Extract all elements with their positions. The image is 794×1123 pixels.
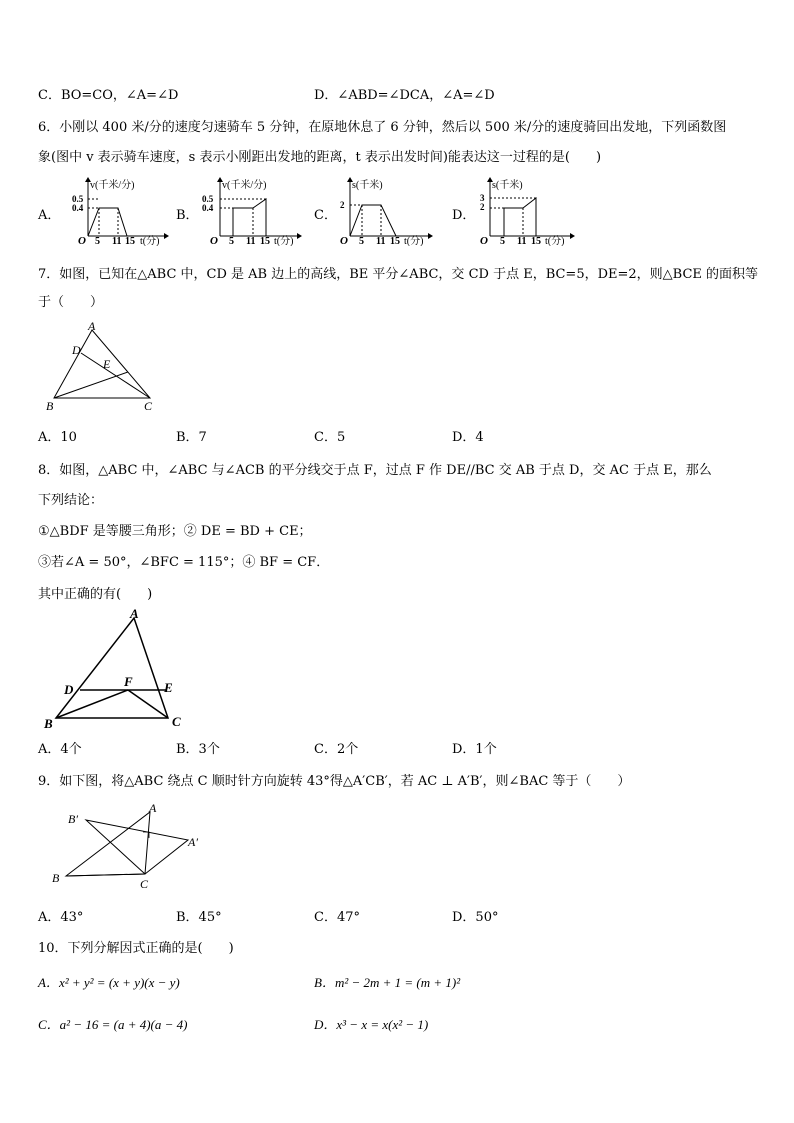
q6-graph-d (474, 176, 584, 246)
q7-point-a: A (88, 319, 96, 333)
svg-text:5: 5 (359, 236, 364, 246)
svg-text:2: 2 (340, 200, 345, 210)
q7-point-d: D (72, 343, 81, 357)
svg-text:v(千米/分): v(千米/分) (222, 180, 267, 191)
q9-stem-line1: 9．如下图，将△ABC 绕点 C 顺时针方向旋转 43°得△A′CB′，若 AC ⊥ A′B′，则∠BAC 等于（ ） (38, 774, 631, 789)
q7-option-a: A．10 (38, 430, 77, 445)
svg-text:t(分): t(分) (274, 236, 294, 246)
svg-text:15: 15 (260, 236, 270, 246)
q6-graph-c (336, 176, 441, 246)
q9-option-c: C．47° (314, 910, 360, 925)
q5-option-d: D．∠ABD=∠DCA，∠A=∠D (314, 88, 495, 103)
q9-point-b-prime: B′ (68, 812, 78, 826)
svg-text:5: 5 (95, 236, 100, 246)
q8-stem-line3: ①△BDF 是等腰三角形；② DE = BD + CE； (38, 524, 312, 539)
q6-stem-line2: 象(图中 v 表示骑车速度，s 表示小刚距出发地的距离，t 表示出发时间)能表达这一过程的是( ) (38, 150, 602, 165)
q10-option-a: A．x² + y² = (x + y)(x − y) (38, 975, 180, 990)
q9-option-b: B．45° (176, 910, 222, 925)
svg-text:15: 15 (390, 236, 400, 246)
svg-text:15: 15 (125, 236, 135, 246)
q8-option-d: D．1个 (452, 742, 497, 757)
q8-point-a: A (130, 606, 139, 621)
q10-stem-line1: 10．下列分解因式正确的是( ) (38, 941, 234, 956)
q8-option-a: A．4个 (38, 742, 82, 757)
svg-text:s(千米): s(千米) (352, 180, 383, 191)
q6a-ylabel: v(千米/分) (90, 180, 135, 191)
q9-point-c: C (140, 877, 149, 891)
svg-text:t(分): t(分) (404, 236, 424, 246)
svg-text:O: O (340, 235, 348, 246)
q9-option-d: D．50° (452, 910, 499, 925)
q8-point-e: E (164, 680, 173, 695)
q6-option-c-label: C． (314, 208, 337, 223)
q8-figure (38, 606, 198, 732)
svg-text:O: O (480, 235, 488, 246)
q8-point-c: C (172, 714, 181, 729)
svg-text:11: 11 (376, 236, 386, 246)
q7-stem-line1: 7．如图，已知在△ABC 中，CD 是 AB 边上的高线，BE 平分∠ABC，交 CD 于点 E，BC=5，DE=2，则△BCE 的面积等 (38, 267, 759, 282)
svg-text:11: 11 (112, 236, 122, 246)
svg-text:0.4: 0.4 (202, 203, 214, 213)
q7-option-d: D．4 (452, 430, 484, 445)
q8-point-f: F (124, 674, 133, 689)
svg-text:3: 3 (480, 193, 485, 203)
svg-text:s(千米): s(千米) (492, 180, 523, 191)
q7-option-c: C．5 (314, 430, 346, 445)
q5-option-c: C．BO=CO，∠A=∠D (38, 88, 179, 103)
q8-point-b: B (44, 716, 53, 731)
q9-figure (46, 800, 216, 892)
q6-option-a-label: A． (38, 208, 61, 223)
q8-stem-line5: 其中正确的有( ) (38, 587, 153, 602)
svg-text:15: 15 (531, 236, 541, 246)
q8-stem-line1: 8．如图，△ABC 中，∠ABC 与∠ACB 的平分线交于点 F，过点 F 作 DE//BC 交 AB 于点 D，交 AC 于点 E，那么 (38, 463, 712, 478)
q9-point-a-prime: A′ (188, 835, 198, 849)
svg-text:0.5: 0.5 (202, 194, 214, 204)
q7-option-b: B．7 (176, 430, 207, 445)
q10-option-d: D．x³ − x = x(x² − 1) (314, 1017, 429, 1032)
svg-text:5: 5 (500, 236, 505, 246)
q7-point-e: E (103, 357, 111, 371)
q6a-ytick: 0.5 (72, 194, 84, 204)
svg-text:11: 11 (517, 236, 527, 246)
svg-text:O: O (210, 235, 218, 246)
q10-option-c: C．a² − 16 = (a + 4)(a − 4) (38, 1017, 188, 1032)
svg-text:11: 11 (246, 236, 256, 246)
q8-option-c: C．2个 (314, 742, 359, 757)
q10-option-b: B．m² − 2m + 1 = (m + 1)² (314, 975, 461, 990)
q6a-ytick: 0.4 (72, 203, 84, 213)
svg-text:O: O (78, 235, 86, 246)
q8-stem-line4: ③若∠A = 50°，∠BFC = 115°；④ BF = CF． (38, 555, 330, 570)
q8-point-d: D (64, 682, 74, 697)
q6-graph-b (200, 176, 305, 246)
q6-option-d-label: D． (452, 208, 476, 223)
svg-text:2: 2 (480, 202, 485, 212)
q8-stem-line2: 下列结论： (38, 493, 104, 508)
svg-text:t(分): t(分) (140, 236, 160, 246)
q7-stem-line2: 于（ ） (38, 295, 104, 310)
q7-point-b: B (46, 399, 54, 413)
q9-point-a: A (149, 801, 157, 815)
svg-text:5: 5 (229, 236, 234, 246)
q9-point-b: B (52, 871, 60, 885)
svg-text:t(分): t(分) (545, 236, 565, 246)
q8-option-b: B．3个 (176, 742, 220, 757)
q7-point-c: C (144, 399, 153, 413)
q7-figure (40, 318, 170, 416)
q6-option-b-label: B． (176, 208, 199, 223)
q9-option-a: A．43° (38, 910, 84, 925)
q6-graph-a (72, 176, 172, 246)
q6-stem-line1: 6．小刚以 400 米/分的速度匀速骑车 5 分钟，在原地休息了 6 分钟，然后以 500 米/分的速度骑回出发地，下列函数图 (38, 120, 727, 135)
